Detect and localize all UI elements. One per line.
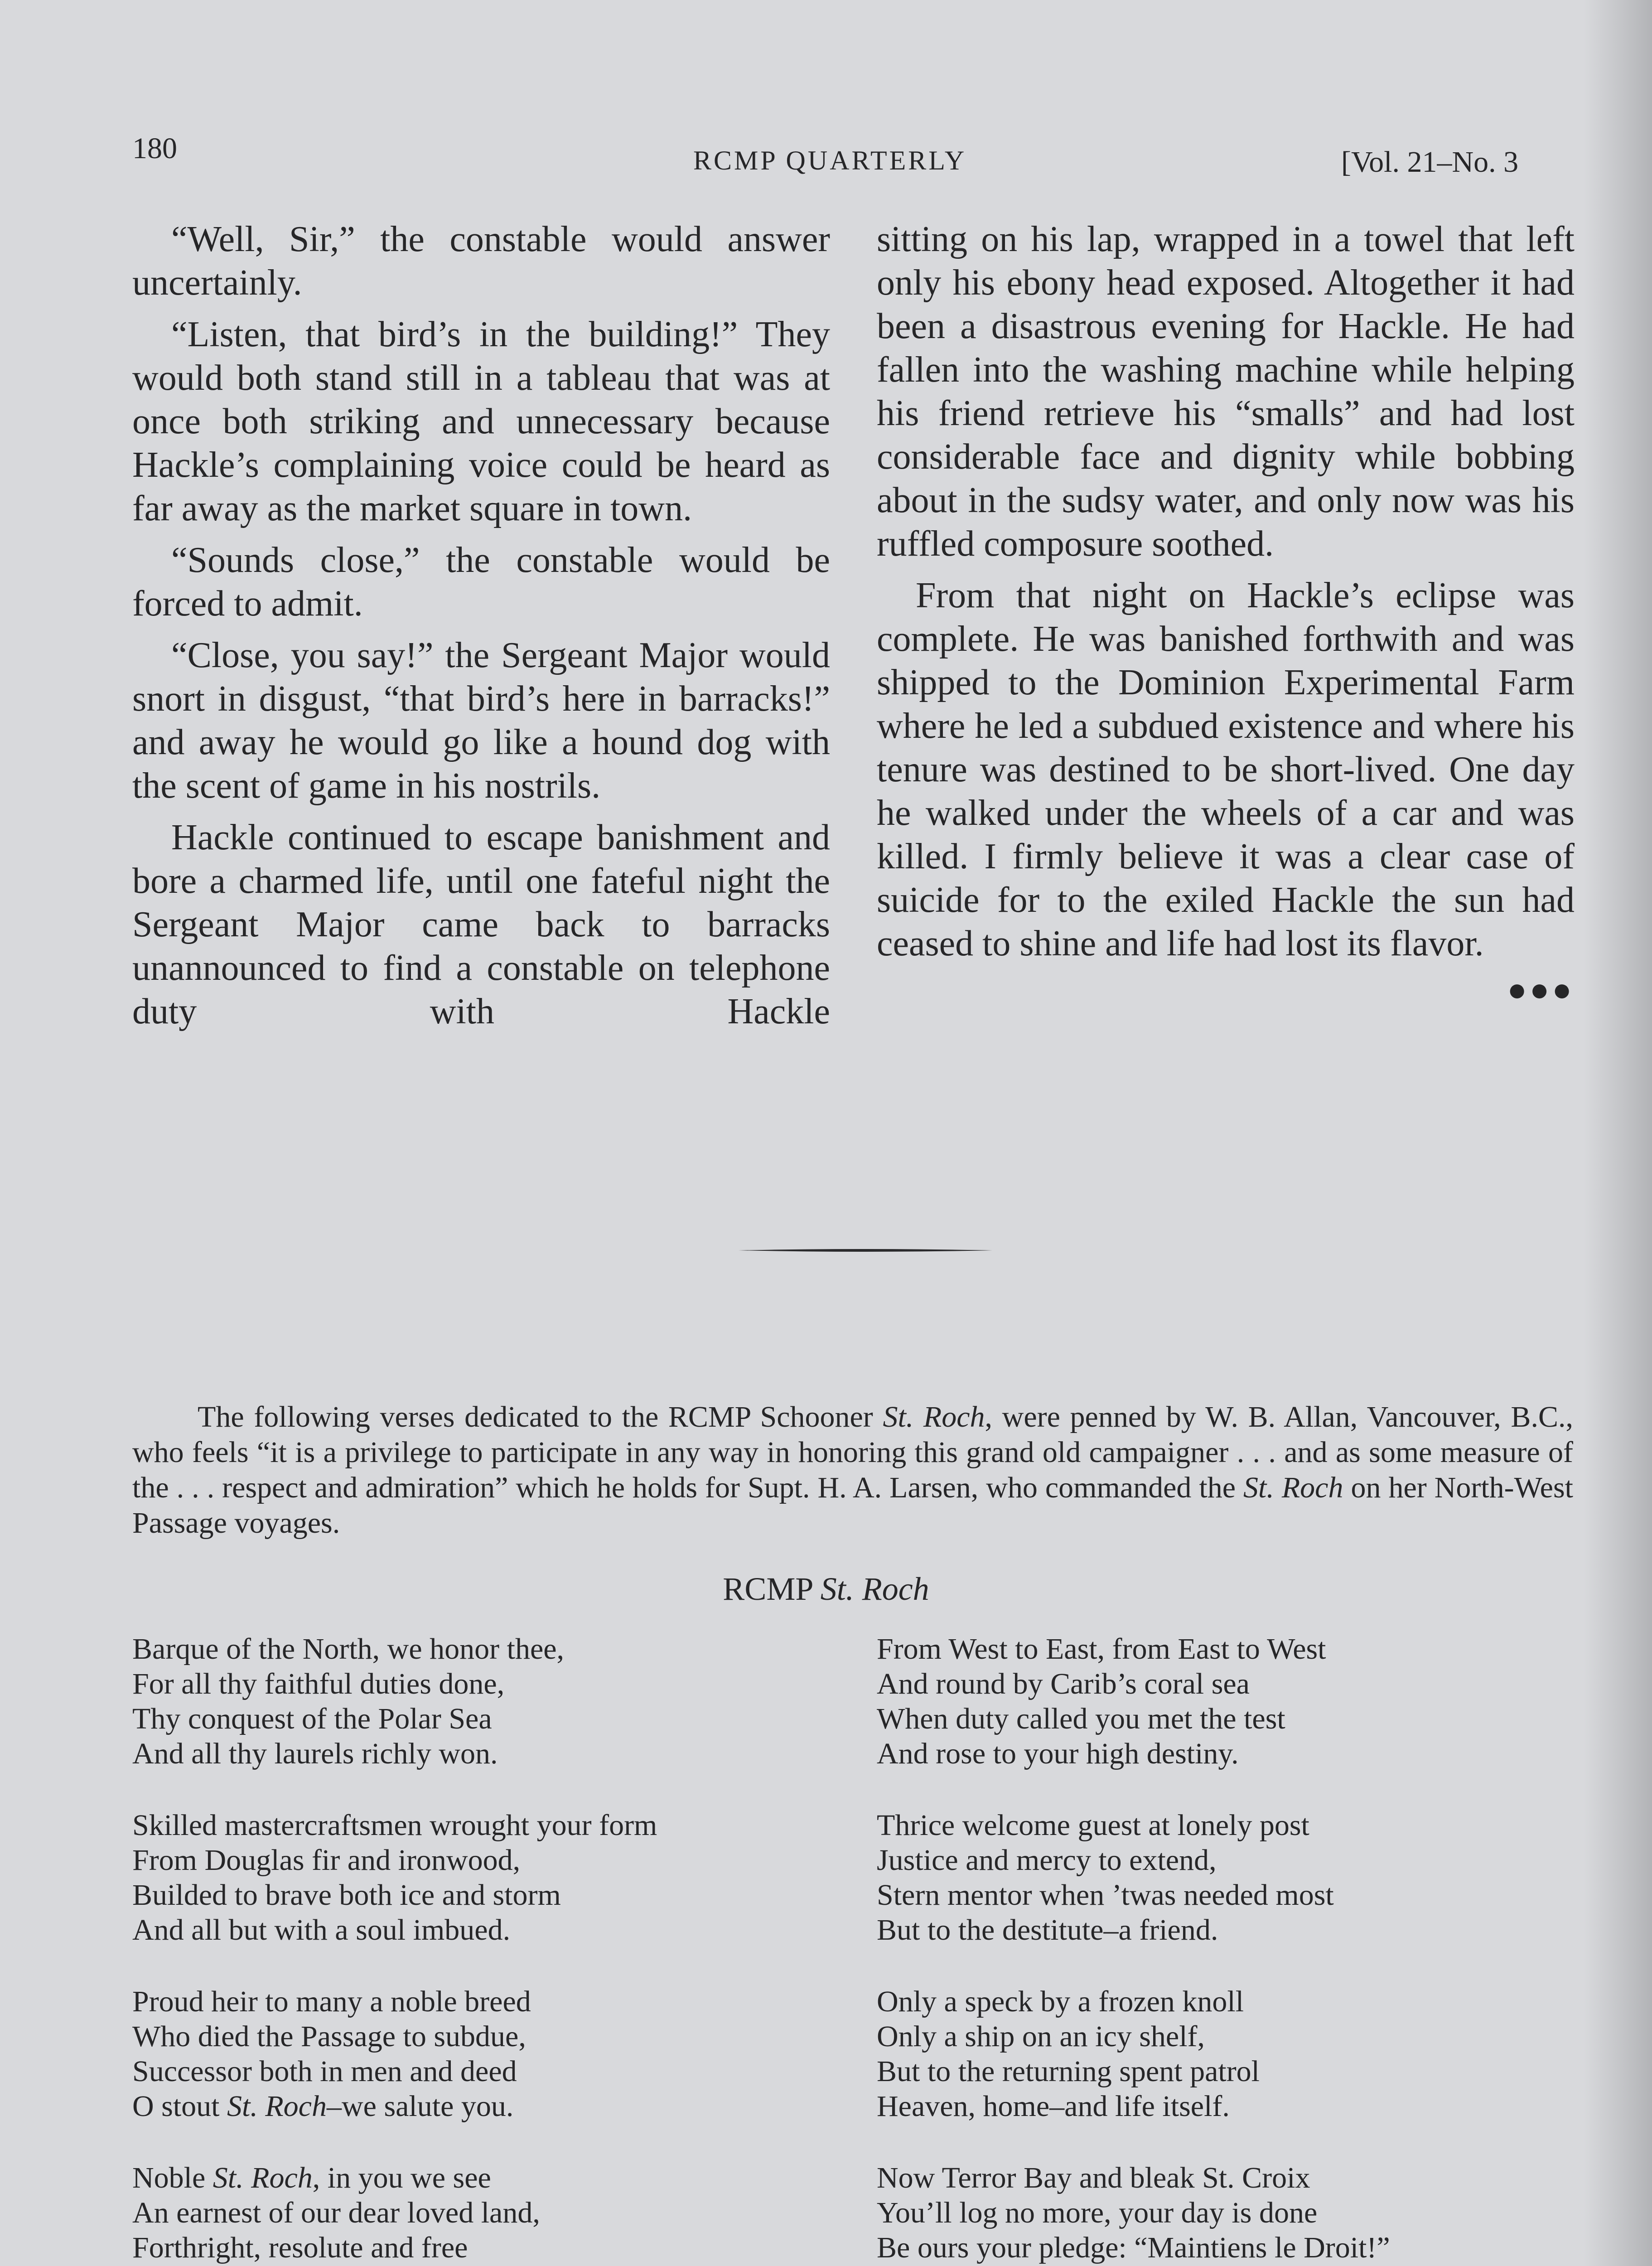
poem-line: And all thy laurels richly won. — [132, 1737, 498, 1770]
intro-text: The following verses dedicated to the RCMP Schooner — [198, 1400, 883, 1433]
poem-line — [132, 2160, 839, 2195]
article-paragraph: “Sounds close,” the constable would be forced to admit. — [132, 540, 830, 624]
page-header — [0, 131, 1652, 186]
poem-line: From West to East, from East to West — [877, 1632, 1326, 1666]
poem-line: And round by Carib’s coral sea — [877, 1667, 1250, 1700]
end-of-article-mark: ●●● — [1507, 972, 1575, 1008]
article-paragraph — [877, 574, 1575, 1008]
poem-line: Builded to brave both ice and storm — [132, 1879, 561, 1912]
poem-line: Stern mentor when ’twas needed most — [877, 1879, 1334, 1912]
poem-line: For all thy faithful duties done, — [132, 1667, 505, 1700]
poem-line: Now Terror Bay and bleak St. Croix — [877, 2161, 1310, 2194]
poem-ship-name: St. Roch — [227, 2090, 327, 2123]
poem-title-ship: St. Roch — [820, 1571, 929, 1607]
article-paragraph: “Well, Sir,” the constable would answer uncertainly. — [132, 219, 830, 303]
poem-line: But to the destitute–a friend. — [877, 1913, 1218, 1946]
article-paragraph: “Listen, that bird’s in the building!” They would both stand still in a tableau that was at once both striking and unnecessary because Hackle’s complaining voice could be heard as far away as the market square in town. — [132, 315, 830, 528]
page-number: 180 — [132, 132, 177, 165]
page-edge-shadow — [1584, 0, 1652, 2266]
poem-stanza — [877, 1808, 1584, 1947]
poem-right-column — [877, 1632, 1584, 2266]
section-divider — [739, 1248, 992, 1253]
article-paragraph: sitting on his lap, wrapped in a towel that left only his ebony head exposed. Altogether it had been a disastrous evening for Hackle. He had fallen into the washing machine while helping his friend retrieve his “smalls” and had lost considerable face and dignity while bobbing about in the sudsy water, and only now was his ruffled composure soothed. — [877, 219, 1575, 564]
poem-line: And all but with a soul imbued. — [132, 1913, 511, 1946]
poem-line-text: Noble — [132, 2161, 213, 2194]
poem-stanza — [877, 2160, 1584, 2266]
poem-line: Who died the Passage to subdue, — [132, 2020, 526, 2053]
poem-line: Only a ship on an icy shelf, — [877, 2020, 1205, 2053]
poem-line: Barque of the North, we honor thee, — [132, 1632, 565, 1666]
poem-line: Justice and mercy to extend, — [877, 1844, 1217, 1877]
poem-line: Thrice welcome guest at lonely post — [877, 1809, 1309, 1842]
article-paragraph-text: From that night on Hackle’s eclipse was complete. He was banished forthwith and was shipped to the Dominion Experimental Farm where he led a subdued existence and where his tenure was destined to be short-lived. One day he walked under the wheels of a car and was killed. I firmly believe it was a clear case of suicide for to the exiled Hackle the sun had ceased to shine and life had lost its flavor. — [877, 576, 1575, 964]
poem-stanza — [132, 1984, 839, 2124]
poem-introduction — [132, 1399, 1573, 1541]
poem-line: And rose to your high destiny. — [877, 1737, 1239, 1770]
poem-stanza — [132, 2160, 839, 2266]
intro-text: on her North-West Passage voyages. — [132, 1471, 1573, 1540]
poem-stanza — [877, 1984, 1584, 2124]
journal-title: RCMP QUARTERLY — [693, 145, 967, 175]
poem-line: Proud heir to many a noble breed — [132, 1985, 531, 2018]
poem-title-prefix: RCMP — [723, 1571, 821, 1607]
poem-stanza — [877, 1632, 1584, 1771]
poem-line: Be ours your pledge: “Maintiens le Droit!” — [877, 2231, 1390, 2264]
poem-title — [0, 1570, 1652, 1608]
poem-stanza — [132, 1808, 839, 1947]
poem-ship-name: St. Roch — [213, 2161, 313, 2194]
poem-line: When duty called you met the test — [877, 1702, 1285, 1735]
poem-line: Heaven, home–and life itself. — [877, 2090, 1230, 2123]
poem-stanza — [132, 1632, 839, 1771]
intro-text: , were penned by W. B. Allan, Vancouver, B.C., who feels “it is a privilege to participate in any way in honoring this grand old campaigner . . . and as some measure of the . . . respect and admiration” which he holds for Supt. H. A. Larsen, who commanded the — [132, 1400, 1573, 1504]
poem-line: You’ll log no more, your day is done — [877, 2196, 1318, 2229]
intro-ship-name: St. Roch — [883, 1400, 985, 1433]
poem-line: Only a speck by a frozen knoll — [877, 1985, 1244, 2018]
poem-line-text: O stout — [132, 2090, 227, 2123]
issue-number: [Vol. 21–No. 3 — [1341, 145, 1519, 179]
article-paragraph: “Close, you say!” the Sergeant Major would snort in disgust, “that bird’s here in barracks!” and away he would go like a hound dog with the scent of game in his nostrils. — [132, 635, 830, 806]
poem-line: But to the returning spent patrol — [877, 2055, 1260, 2088]
poem-line-text: , in you we see — [312, 2161, 491, 2194]
article-right-column — [877, 218, 1575, 1012]
intro-ship-name: St. Roch — [1243, 1471, 1343, 1504]
article-paragraph: Hackle continued to escape banishment and bore a charmed life, until one fateful night the Sergeant Major came back to barracks unannounced to find a constable on telephone duty with Hackle — [132, 818, 830, 1031]
poem-line: Forthright, resolute and free — [132, 2231, 468, 2264]
poem-line — [132, 2089, 839, 2124]
poem-line: Thy conquest of the Polar Sea — [132, 1702, 492, 1735]
poem-line: Successor both in men and deed — [132, 2055, 517, 2088]
article-left-column — [132, 218, 830, 1041]
poem-line: An earnest of our dear loved land, — [132, 2196, 540, 2229]
poem-line-text: –we salute you. — [326, 2090, 514, 2123]
poem-line: From Douglas fir and ironwood, — [132, 1844, 521, 1877]
poem-line: Skilled mastercraftsmen wrought your form — [132, 1809, 657, 1842]
poem-left-column — [132, 1632, 839, 2266]
